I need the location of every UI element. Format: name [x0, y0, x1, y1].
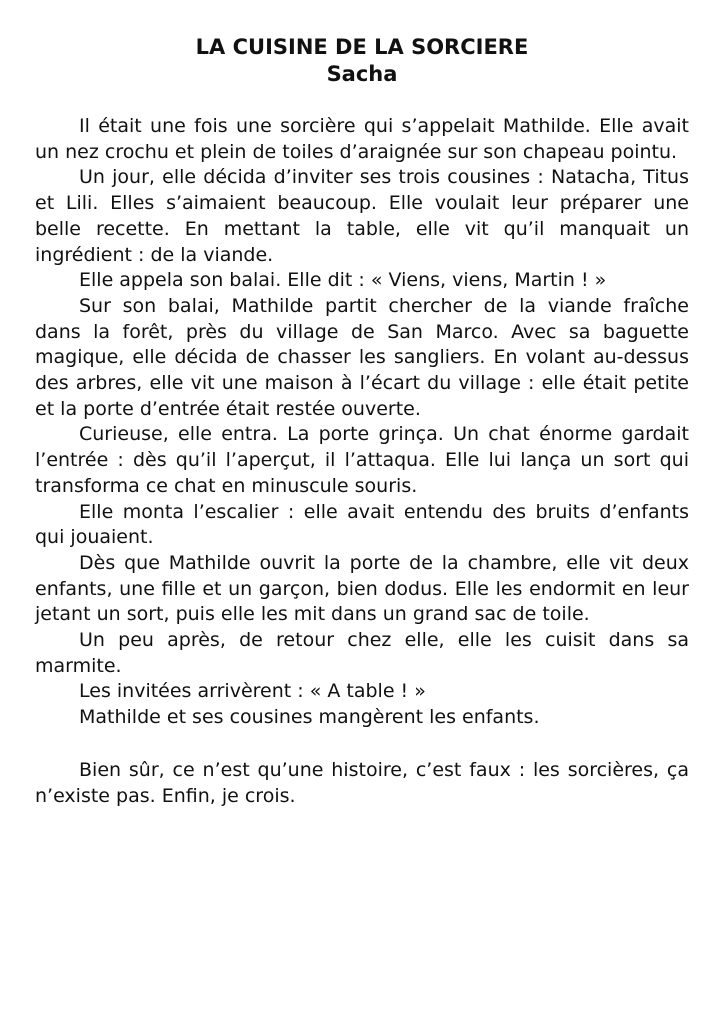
paragraph: Elle monta l’escalier : elle avait entendu des bruits d’enfants qui jouaient.	[35, 500, 689, 549]
closing-paragraph: Bien sûr, ce n’est qu’une histoire, c’est faux : les sorcières, ça n’existe pas. Enfin, je crois.	[35, 758, 689, 807]
story-body	[35, 114, 689, 809]
paragraph: Curieuse, elle entra. La porte grinça. Un chat énorme gardait l’entrée : dès qu’il l’aperçut, il l’attaqua. Elle lui lança un sort qui transforma ce chat en minuscule souris.	[35, 423, 689, 497]
document-title: LA CUISINE DE LA SORCIERE	[195, 35, 529, 59]
paragraph: Mathilde et ses cousines mangèrent les enfants.	[79, 706, 540, 729]
paragraph: Elle appela son balai. Elle dit : « Viens, viens, Martin ! »	[79, 269, 607, 292]
document-author: Sacha	[326, 62, 398, 86]
paragraph: Les invitées arrivèrent : « A table ! »	[79, 680, 426, 703]
paragraph: Sur son balai, Mathilde partit chercher de la viande fraîche dans la forêt, près du village de San Marco. Avec sa baguette magique, elle décida de chasser les sangliers. En volant au-dessus des arbres, elle vit une maison à l’écart du village : elle était petite et la porte d’entrée était restée ouverte.	[35, 294, 689, 420]
paragraph: Un jour, elle décida d’inviter ses trois cousines : Natacha, Titus et Lili. Elles s’aimaient beaucoup. Elle voulait leur préparer une belle recette. En mettant la table, elle vit qu’il manquait un ingrédient : de la viande.	[35, 166, 689, 266]
paragraph: Il était une fois une sorcière qui s’appelait Mathilde. Elle avait un nez crochu et plein de toiles d’araignée sur son chapeau pointu.	[35, 115, 689, 163]
paragraph: Dès que Mathilde ouvrit la porte de la chambre, elle vit deux enfants, une fille et un garçon, bien dodus. Elle les endormit en leur jetant un sort, puis elle les mit dans un grand sac de toile.	[35, 551, 689, 626]
paragraph: Un peu après, de retour chez elle, elle les cuisit dans sa marmite.	[35, 629, 689, 677]
document-page	[35, 34, 689, 809]
